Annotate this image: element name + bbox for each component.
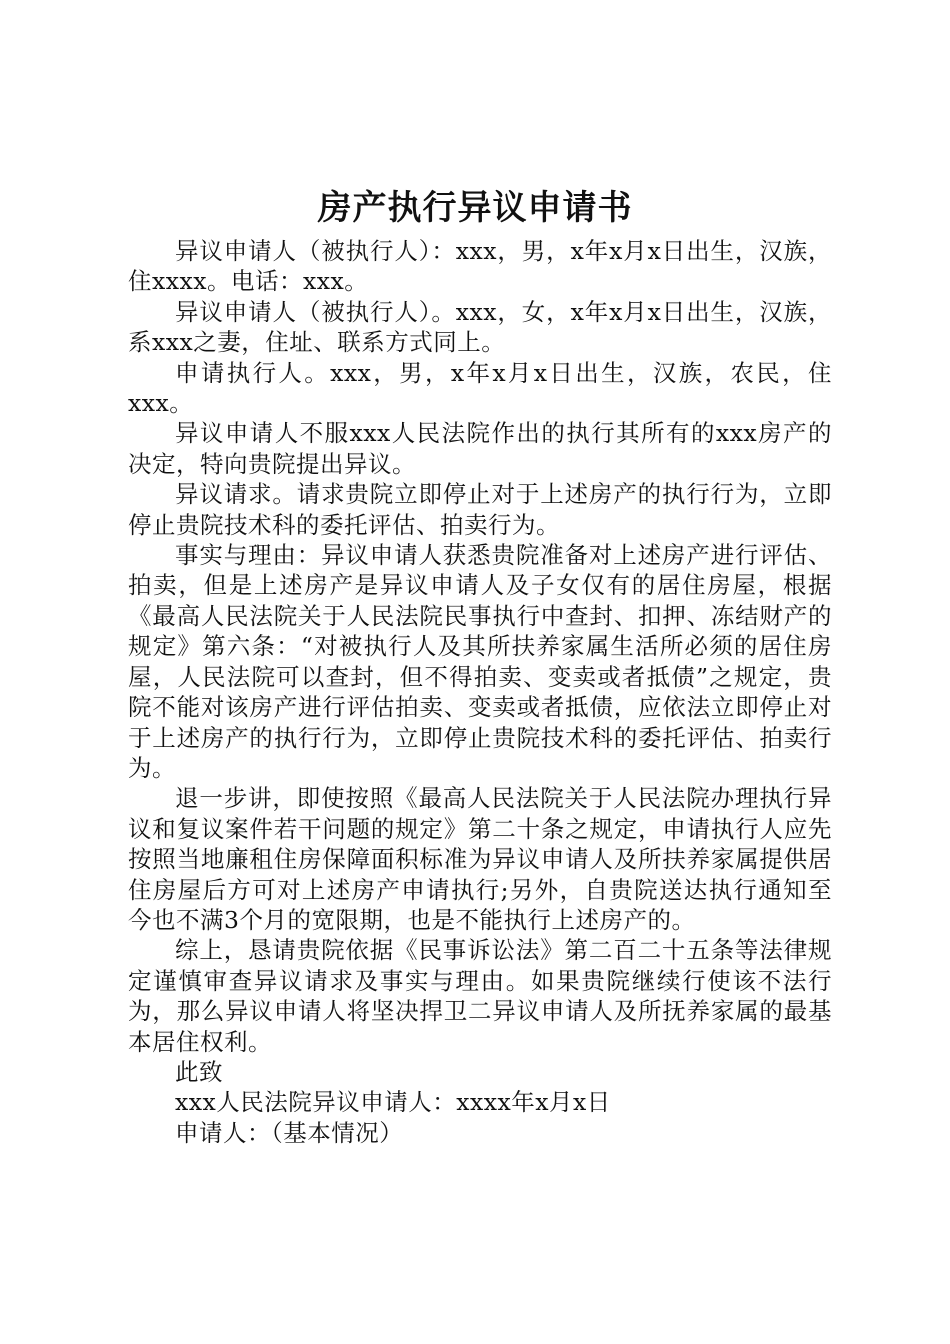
paragraph-objector-2: 异议申请人（被执行人）。xxx，女，x年x月x日出生，汉族，系xxx之妻，住址、联系方式同上。	[128, 297, 832, 357]
paragraph-objection-request: 异议请求。请求贵院立即停止对于上述房产的执行行为，立即停止贵院技术科的委托评估、拍卖行为。	[128, 480, 832, 539]
paragraph-objector-1: 异议申请人（被执行人）：xxx，男，x年x月x日出生，汉族，住xxxx。电话：xxx。	[128, 237, 832, 296]
closing-addressee-line: xxx人民法院异议申请人：xxxx年x月x日	[175, 1088, 611, 1117]
paragraph-enforcement-applicant: 申请执行人。xxx，男，x年x月x日出生，汉族，农民，住xxx。	[128, 358, 832, 418]
document-title: 房产执行异议申请书	[317, 188, 633, 228]
paragraph-objection-statement: 异议申请人不服xxx人民法院作出的执行其所有的xxx房产的决定，特向贵院提出异议。	[128, 419, 832, 478]
paragraph-facts-and-reasons: 事实与理由：异议申请人获悉贵院准备对上述房产进行评估、拍卖，但是上述房产是异议申请人及子女仅有的居住房屋，根据《最高人民法院关于人民法院民事执行中查封、扣押、冻结财产的规定》第六条：“对被执行人及其所扶养家属生活所必须的居住房屋，人民法院可以查封，但不得拍卖、变卖或者抵债”之规定，贵院不能对该房产进行评估拍卖、变卖或者抵债，应依法立即停止对于上述房产的执行行为，立即停止贵院技术科的委托评估、拍卖行为。	[128, 541, 832, 782]
closing-applicant-line: 申请人：（基本情况）	[175, 1118, 404, 1147]
paragraph-further-argument: 退一步讲，即使按照《最高人民法院关于人民法院办理执行异议和复议案件若干问题的规定》第二十条之规定，申请执行人应先按照当地廉租住房保障面积标准为异议申请人及所扶养家属提供居住房屋后方可对上述房产申请执行;另外，自贵院送达执行通知至今也不满3个月的宽限期，也是不能执行上述房产的。	[128, 784, 832, 934]
paragraph-conclusion: 综上，恳请贵院依据《民事诉讼法》第二百二十五条等法律规定谨慎审查异议请求及事实与理由。如果贵院继续行使该不法行为，那么异议申请人将坚决捍卫二异议申请人及所抚养家属的最基本居住权利。	[128, 936, 832, 1056]
document-body	[128, 236, 832, 1148]
closing-salutation: 此致	[175, 1057, 223, 1086]
